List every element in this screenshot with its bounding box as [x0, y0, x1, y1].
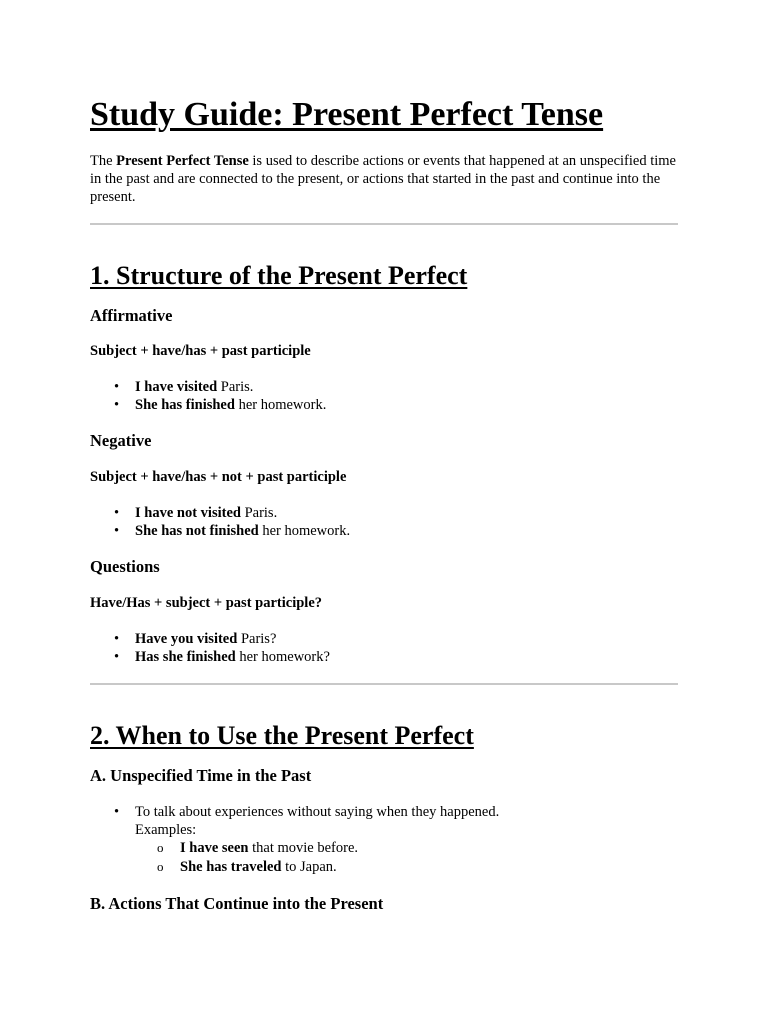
list-item [180, 858, 678, 877]
example-bold: I have not visited [135, 505, 241, 521]
example-rest: her homework? [235, 649, 330, 665]
list-item [135, 630, 678, 648]
subheading-unspecified-time: A. Unspecified Time in the Past [90, 766, 312, 785]
example-rest: to Japan. [281, 859, 337, 875]
example-bold: Have you visited [135, 631, 238, 647]
example-rest: Paris. [217, 379, 254, 395]
example-bold: I have seen [180, 840, 249, 856]
subheading-negative: Negative [90, 431, 152, 450]
section-heading-structure: 1. Structure of the Present Perfect [90, 261, 468, 290]
examples-label: Examples: [135, 822, 197, 838]
usage-description: To talk about experiences without saying when they happened. [135, 804, 500, 820]
list-item [135, 378, 678, 396]
list-item [135, 504, 678, 522]
list-item [180, 839, 678, 858]
intro-prefix: The [90, 153, 117, 169]
examples-list-affirmative [90, 378, 678, 414]
intro-rest: is used to describe actions or events that happened at an unspecified time in the past and are connected to the present, or actions that started in the past and continue into the present. [90, 153, 676, 205]
example-rest: that movie before. [248, 840, 358, 856]
example-bold: She has not finished [135, 523, 259, 539]
example-rest: her homework. [234, 397, 327, 413]
page-title: Study Guide: Present Perfect Tense [90, 96, 604, 133]
intro-paragraph [90, 152, 678, 206]
subheading-continuing-actions: B. Actions That Continue into the Present [90, 894, 384, 913]
divider [90, 223, 678, 225]
examples-list-negative [90, 504, 678, 540]
example-rest: her homework. [258, 523, 351, 539]
formula-affirmative: Subject + have/has + past participle [90, 343, 311, 359]
list-item [135, 396, 678, 414]
subheading-affirmative: Affirmative [90, 306, 173, 325]
example-rest: Paris? [237, 631, 277, 647]
formula-questions: Have/Has + subject + past participle? [90, 595, 322, 611]
example-bold: She has traveled [180, 859, 282, 875]
list-item [135, 648, 678, 666]
list-item [135, 803, 678, 877]
list-item [135, 522, 678, 540]
example-bold: She has finished [135, 397, 235, 413]
intro-bold-term: Present Perfect Tense [116, 153, 249, 169]
subheading-questions: Questions [90, 557, 160, 576]
example-bold: I have visited [135, 379, 218, 395]
nested-examples-list [135, 839, 678, 877]
section-heading-when-to-use: 2. When to Use the Present Perfect [90, 721, 474, 750]
divider [90, 683, 678, 685]
example-rest: Paris. [240, 505, 278, 521]
example-bold: Has she finished [135, 649, 236, 665]
formula-negative: Subject + have/has + not + past participle [90, 469, 347, 485]
usage-list-unspecified-time [90, 803, 678, 877]
examples-list-questions [90, 630, 678, 666]
